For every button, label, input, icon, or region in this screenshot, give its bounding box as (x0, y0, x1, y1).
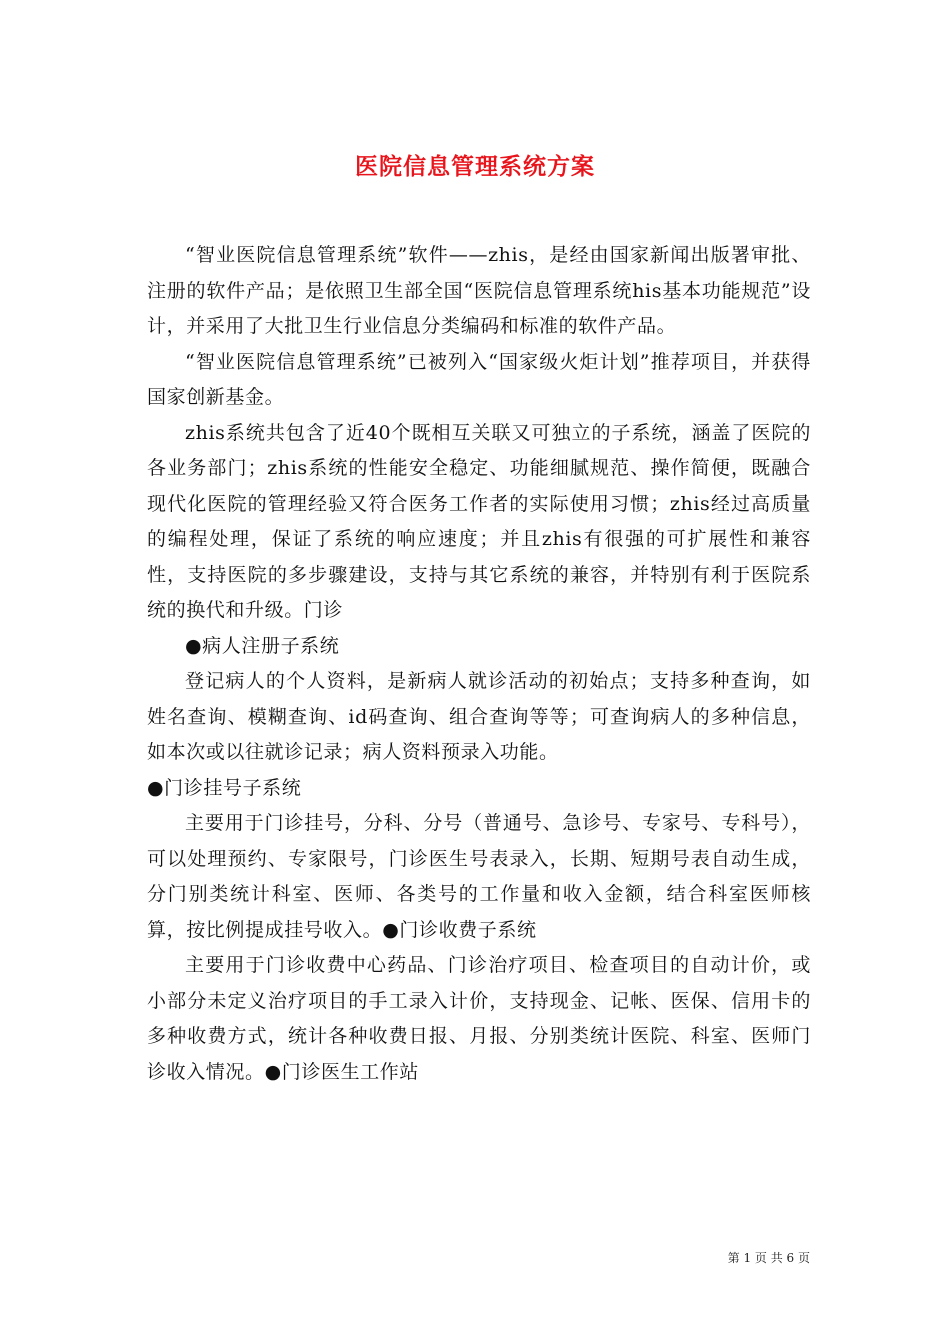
heading-patient-registration: ●病人注册子系统 (185, 634, 340, 657)
paragraph-subsystems: zhis系统共包含了近40个既相互关联又可独立的子系统，涵盖了医院的各业务部门；zhis系统的性能安全稳定、功能细腻规范、操作简便，既融合现代化医院的管理经验又符合医务工作者的实际使用习惯；zhis经过高质量的编程处理，保证了系统的响应速度；并且zhis有很强的可扩展性和兼容性，支持医院的多步骤建设，支持与其它系统的兼容，并特别有利于医院系统的换代和升级。门诊 (147, 421, 811, 621)
paragraph-outpatient-charging: 主要用于门诊收费中心药品、门诊治疗项目、检查项目的自动计价，或小部分未定义治疗项目的手工录入计价，支持现金、记帐、医保、信用卡的多种收费方式，统计各种收费日报、月报、分别类统计医院、科室、医师门诊收入情况。●门诊医生工作站 (147, 954, 811, 1083)
paragraph-torch-plan: “智业医院信息管理系统”已被列入“国家级火炬计划”推荐项目，并获得国家创新基金。 (147, 350, 811, 408)
document-title: 医院信息管理系统方案 (355, 153, 595, 181)
page-number: 第 1 页 共 6 页 (727, 1251, 810, 1265)
paragraph-patient-registration: 登记病人的个人资料，是新病人就诊活动的初始点；支持多种查询，如姓名查询、模糊查询、id码查询、组合查询等等；可查询病人的多种信息，如本次或以往就诊记录；病人资料预录入功能。 (147, 670, 811, 763)
heading-outpatient-registration: ●门诊挂号子系统 (147, 776, 302, 799)
document-body (147, 238, 811, 1090)
paragraph-intro: “智业医院信息管理系统”软件——zhis，是经由国家新闻出版署审批、注册的软件产品；是依照卫生部全国“医院信息管理系统his基本功能规范”设计，并采用了大批卫生行业信息分类编码和标准的软件产品。 (147, 244, 811, 337)
paragraph-outpatient-registration: 主要用于门诊挂号，分科、分号（普通号、急诊号、专家号、专科号），可以处理预约、专家限号，门诊医生号表录入，长期、短期号表自动生成，分门别类统计科室、医师、各类号的工作量和收入金额，结合科室医师核算，按比例提成挂号收入。●门诊收费子系统 (147, 812, 811, 941)
